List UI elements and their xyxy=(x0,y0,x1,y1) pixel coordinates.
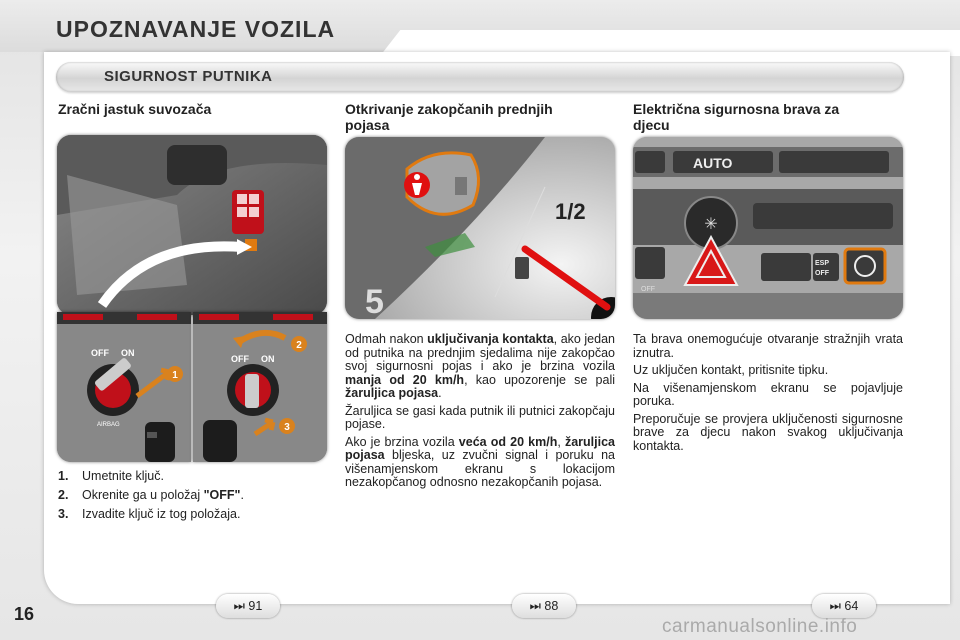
section-title: SIGURNOST PUTNIKA xyxy=(104,68,273,85)
switch-off-label: OFF xyxy=(91,348,109,358)
callout-3: 3 xyxy=(284,422,290,433)
child-lock-text-block xyxy=(633,333,903,457)
seatbelt-paragraph: Odmah nakon uključivanja kontakta, ako jedan od putnika na prednjim sjedalima nije zakopčao svoj sigurnosni pojas i ako je brzina vozila manja od 20 km/h, kao upozorenje se pali žaruljica pojasa. xyxy=(345,332,616,400)
fan-icon: ✳ xyxy=(704,216,718,233)
airbag-switch-remove-image xyxy=(193,312,327,462)
airbag-label: AIRBAG xyxy=(97,422,120,428)
page-reference-64[interactable] xyxy=(812,594,876,618)
callout-2: 2 xyxy=(296,340,302,351)
child-lock-heading: Električna sigurnosna brava za djecu xyxy=(633,101,840,133)
seatbelt-text-block xyxy=(345,333,615,494)
child-lock-paragraph: Ta brava onemogućuje otvaranje stražnjih vrata iznutra. xyxy=(633,332,903,360)
step-item xyxy=(58,505,244,524)
page-number: 16 xyxy=(14,604,35,624)
page-reference-label: 91 xyxy=(248,599,263,613)
step-item xyxy=(58,486,244,505)
airbag-steps-list xyxy=(58,467,244,524)
fast-forward-icon: ⏭ xyxy=(829,599,841,613)
switch-on-label-2: ON xyxy=(261,354,275,364)
step-number: 3. xyxy=(58,507,69,521)
child-lock-paragraph: Na višenamjenskom ekranu se pojavljuje poruka. xyxy=(633,380,903,408)
page-reference-label: 64 xyxy=(844,599,859,613)
page-reference-91[interactable] xyxy=(216,594,280,618)
page-title: UPOZNAVANJE VOZILA xyxy=(56,16,336,42)
page-reference-label: 88 xyxy=(544,599,559,613)
watermark: carmanualsonline.info xyxy=(662,616,858,637)
small-off-label: OFF xyxy=(641,286,655,293)
speed-five-label: 5 xyxy=(365,283,384,319)
airbag-heading: Zračni jastuk suvozača xyxy=(58,101,212,117)
step-text: Izvadite ključ iz tog položaja. xyxy=(82,507,241,521)
auto-label: AUTO xyxy=(693,155,733,171)
callout-1: 1 xyxy=(172,370,178,381)
step-text: Okrenite ga u položaj "OFF". xyxy=(82,488,244,502)
page-reference-88[interactable] xyxy=(512,594,576,618)
step-number: 1. xyxy=(58,469,69,483)
seatbelt-paragraph: Ako je brzina vozila veća od 20 km/h, žaruljica pojasa bljeska, uz zvučni signal i poruku na višenamjenskom ekranu s lokacijom nezakopčanog odnosno nezakopčanih pojasa. xyxy=(345,434,615,489)
seatbelt-heading: Otkrivanje zakopčanih prednjih pojasa xyxy=(345,101,553,133)
child-lock-console-image xyxy=(633,137,903,319)
esp-label: ESP xyxy=(815,260,830,267)
step-number: 2. xyxy=(58,488,69,502)
airbag-dashboard-image xyxy=(57,135,327,315)
child-lock-paragraph: Uz uključen kontakt, pritisnite tipku. xyxy=(633,363,829,377)
seatbelt-paragraph: Žaruljica se gasi kada putnik ili putnici zakopčaju pojase. xyxy=(345,403,615,431)
step-text: Umetnite ključ. xyxy=(82,469,164,483)
gauge-half-label: 1/2 xyxy=(555,199,586,224)
airbag-switch-insert-image xyxy=(57,312,191,462)
switch-off-label-2: OFF xyxy=(231,354,249,364)
switch-on-label: ON xyxy=(121,348,135,358)
step-item xyxy=(58,467,244,486)
esp-off-label: OFF xyxy=(815,270,829,277)
fast-forward-icon: ⏭ xyxy=(529,599,541,613)
child-lock-paragraph: Preporučuje se provjera uključenosti sigurnosne brave za djecu nakon svakog uključivanja kontakta. xyxy=(633,411,903,453)
seatbelt-warning-cluster-image xyxy=(345,137,615,319)
fast-forward-icon: ⏭ xyxy=(233,599,245,613)
